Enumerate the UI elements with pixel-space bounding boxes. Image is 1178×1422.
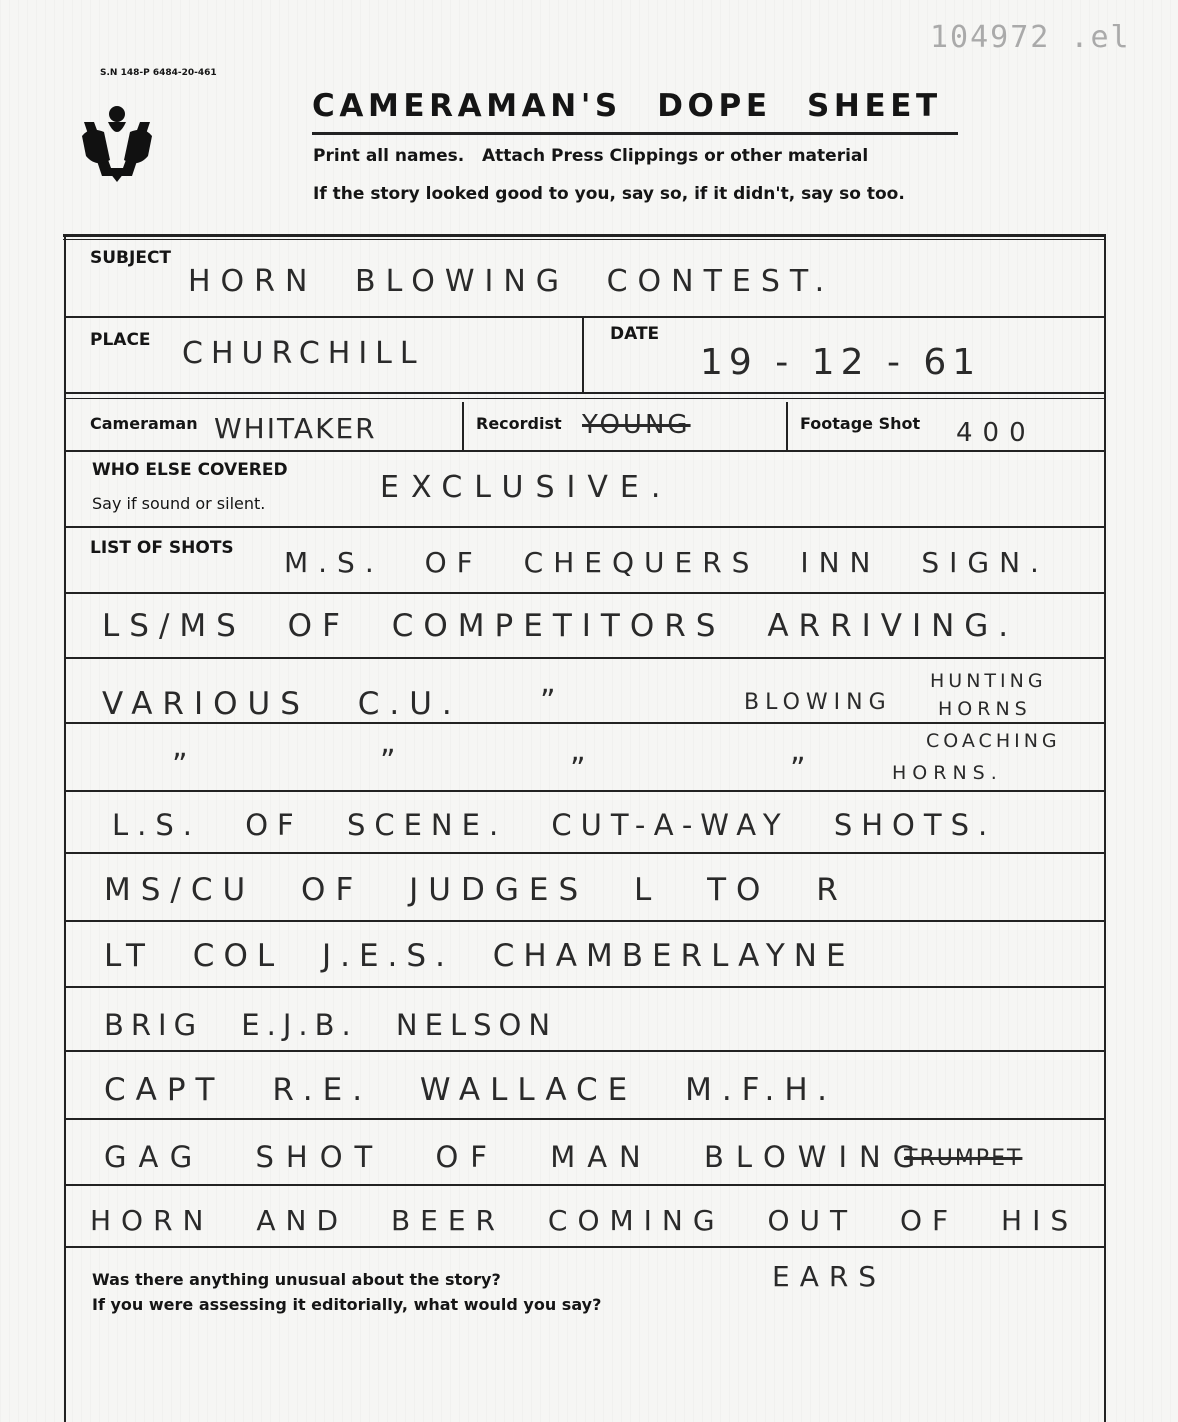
shot-line: VARIOUS C.U. (102, 686, 462, 722)
recordist-label: Recordist (476, 414, 562, 433)
date-label: DATE (610, 324, 660, 344)
ditto-mark: ” (540, 684, 570, 719)
shot-rule (64, 722, 1104, 724)
form-title: CAMERAMAN'S DOPE SHEET (312, 88, 942, 124)
unusual-question-2: If you were assessing it editorially, what would you say? (92, 1295, 602, 1314)
footage-value: 400 (956, 418, 1036, 448)
shot-rule (64, 592, 1104, 594)
shot-line: CAPT R.E. WALLACE M.F.H. (104, 1072, 838, 1108)
shot-rule (64, 1050, 1104, 1052)
shot-rule (64, 1246, 1104, 1248)
form-right-border (1104, 234, 1106, 1422)
shot-line: MS/CU OF JUDGES L TO R (104, 872, 848, 908)
ditto-mark: ” (790, 752, 820, 787)
cameraman-label: Cameraman (90, 414, 198, 433)
logo-emblem (80, 98, 154, 184)
shots-label: LIST OF SHOTS (90, 538, 234, 558)
shot-rule (64, 790, 1104, 792)
shot-line: HORN AND BEER COMING OUT OF HIS (90, 1204, 1079, 1237)
form-top-border (63, 234, 1106, 237)
footage-label: Footage Shot (800, 414, 921, 433)
subject-value: HORN BLOWING CONTEST. (188, 264, 835, 299)
shot-line: EARS (772, 1260, 887, 1293)
cameraman-value: WHITAKER (214, 412, 377, 445)
shot-line: L.S. OF SCENE. CUT-A-WAY SHOTS. (112, 808, 997, 842)
shot-rule (64, 657, 1104, 659)
rule-place-inner (64, 398, 1104, 399)
shot-line: HUNTING (930, 670, 1047, 692)
crossed-out-word: TRUMPET (904, 1146, 1023, 1171)
unusual-question-1: Was there anything unusual about the story? (92, 1270, 501, 1289)
form-code: S.N 148-P 6484-20-461 (100, 68, 217, 78)
shot-line: COACHING (926, 730, 1061, 752)
rule-who-else (64, 526, 1104, 528)
instructions-line-2: If the story looked good to you, say so, if it didn't, say so too. (313, 184, 905, 204)
rule-place (64, 392, 1104, 394)
who-else-sub: Say if sound or silent. (92, 494, 266, 513)
shot-rule (64, 986, 1104, 988)
form-left-border (64, 234, 66, 1422)
shot-line: LT COL J.E.S. CHAMBERLAYNE (104, 938, 855, 974)
subject-label: SUBJECT (90, 248, 172, 268)
instructions-line-1: Print all names. Attach Press Clippings or other material (313, 146, 869, 166)
shot-line: BLOWING (744, 690, 892, 715)
place-date-divider (582, 316, 584, 392)
cameraman-divider (462, 402, 464, 450)
shot-rule (64, 920, 1104, 922)
shot-line: LS/MS OF COMPETITORS ARRIVING. (102, 608, 1019, 644)
rule-cameraman (64, 450, 1104, 452)
shot-line: GAG SHOT OF MAN BLOWING (104, 1140, 928, 1174)
shot-rule (64, 852, 1104, 854)
recordist-divider (786, 402, 788, 450)
archive-number: 104972 .el (930, 20, 1131, 55)
shot-rule (64, 1118, 1104, 1120)
form-top-border-inner (63, 239, 1106, 240)
ditto-mark: ” (570, 752, 600, 787)
who-else-label: WHO ELSE COVERED (92, 460, 288, 480)
recordist-value: YOUNG (582, 410, 691, 440)
shot-line: BRIG E.J.B. NELSON (104, 1008, 558, 1042)
ditto-mark: ” (380, 744, 410, 779)
rule-subject (64, 316, 1104, 318)
shot-rule (64, 1184, 1104, 1186)
date-value: 19 - 12 - 61 (700, 342, 982, 383)
shot-line: HORNS (938, 698, 1032, 720)
place-label: PLACE (90, 330, 151, 350)
shot-line: M.S. OF CHEQUERS INN SIGN. (284, 546, 1049, 579)
place-value: CHURCHILL (182, 336, 425, 371)
shot-line: HORNS. (892, 762, 1003, 784)
ditto-mark: ” (172, 748, 202, 783)
title-underline (312, 132, 958, 135)
who-else-value: EXCLUSIVE. (380, 470, 673, 505)
